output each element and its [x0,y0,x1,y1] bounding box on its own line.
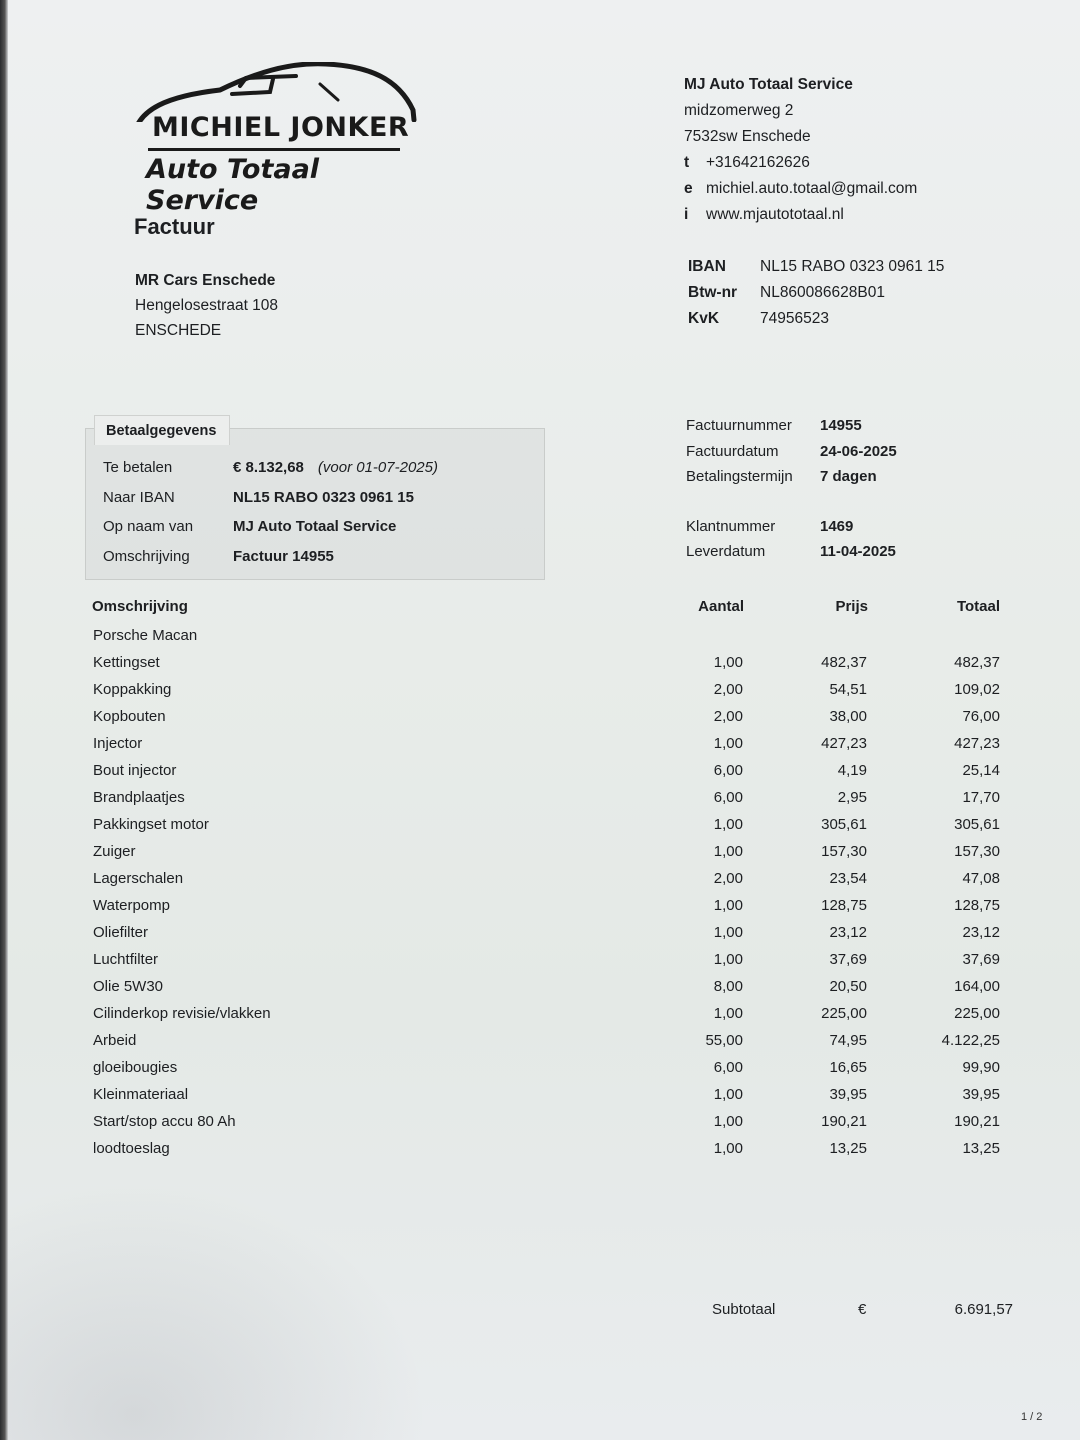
item-total: 25,14 [962,762,1000,779]
item-total: 109,02 [954,681,1000,698]
invoice-number-label: Factuurnummer [686,417,792,434]
item-description: Porsche Macan [93,627,198,644]
company-name: MJ Auto Totaal Service [684,76,853,93]
table-row [93,1027,1013,1054]
table-row [93,865,1013,892]
bank-info [688,254,944,332]
recipient-label: Op naam van [103,518,194,535]
company-postal-city: 7532sw Enschede [684,128,811,145]
table-row [93,892,1013,919]
company-phone-row [684,150,917,176]
item-qty: 1,00 [713,816,743,833]
item-price: 482,37 [821,654,867,671]
item-total: 37,69 [962,951,1000,968]
item-total: 225,00 [954,1005,1000,1022]
item-description: Arbeid [93,1032,137,1049]
item-price: 157,30 [821,843,867,860]
item-description: Start/stop accu 80 Ah [93,1113,236,1130]
recipient-value: MJ Auto Totaal Service [233,518,397,535]
btw-row [688,280,944,306]
item-qty: 1,00 [713,1140,743,1157]
terms-label: Betalingstermijn [686,468,793,485]
iban-value: NL15 RABO 0323 0961 15 [760,258,945,275]
amount-value: € 8.132,68 [233,459,304,476]
pay-description-value: Factuur 14955 [233,547,334,565]
items-table [93,622,1013,1162]
company-web: www.mjautototaal.nl [706,206,844,223]
item-qty: 6,00 [713,762,743,779]
subtotal-value: 6.691,57 [954,1301,1013,1318]
invoice-date-row [686,439,897,465]
payment-amount-row [103,453,438,483]
delivery-date-label: Leverdatum [686,543,766,560]
table-row [93,946,1013,973]
header-qty: Aantal [698,598,744,615]
item-description: Kopbouten [93,708,166,725]
table-row [93,730,1013,757]
item-description: Olie 5W30 [93,978,164,995]
item-description: Kettingset [93,654,160,671]
item-description: Pakkingset motor [93,816,209,833]
subtotal-row [708,1296,1013,1322]
payment-details [103,453,438,571]
item-description: Lagerschalen [93,870,184,887]
table-row [93,676,1013,703]
table-row [93,1108,1013,1135]
table-row [93,622,1013,649]
item-total: 23,12 [962,924,1000,941]
company-info [684,72,917,228]
item-price: 13,25 [829,1140,867,1157]
item-total: 13,25 [962,1140,1000,1157]
payment-recipient-row [103,512,438,542]
item-qty: 1,00 [713,897,743,914]
pay-iban-value: NL15 RABO 0323 0961 15 [233,488,414,506]
iban-label: IBAN [688,258,726,275]
btw-value: NL860086628B01 [760,284,885,301]
page-shadow [8,1180,428,1440]
table-row [93,919,1013,946]
kvk-value: 74956523 [760,310,829,327]
item-description: Cilinderkop revisie/vlakken [93,1005,271,1022]
item-qty: 1,00 [713,843,743,860]
table-row [93,1000,1013,1027]
item-qty: 6,00 [713,1059,743,1076]
item-description: Luchtfilter [93,951,159,968]
item-total: 157,30 [954,843,1000,860]
items-table-header [92,594,1012,620]
payment-heading: Betaalgegevens [94,415,230,445]
web-key: i [684,206,689,223]
item-total: 482,37 [954,654,1000,671]
due-note: (voor 01-07-2025) [317,459,438,476]
company-web-row [684,202,917,228]
item-price: 427,23 [821,735,867,752]
company-email-row [684,176,917,202]
pay-iban-label: Naar IBAN [103,488,175,506]
logo-subtitle: Auto Totaal Service [146,154,320,216]
page-number: 1 / 2 [1021,1411,1043,1423]
subtotal-label: Subtotaal [712,1301,776,1318]
item-qty: 1,00 [713,1086,743,1103]
invoice-number: 14955 [820,417,862,434]
item-price: 23,54 [829,870,867,887]
header-total: Totaal [956,598,1000,615]
delivery-date-row [686,539,897,565]
item-price: 54,51 [829,681,867,698]
item-total: 99,90 [962,1059,1000,1076]
item-total: 4.122,25 [941,1032,1000,1049]
pay-description-label: Omschrijving [103,547,190,565]
item-qty: 1,00 [713,654,743,671]
item-description: Oliefilter [93,924,149,941]
item-description: Brandplaatjes [93,789,185,806]
item-price: 74,95 [829,1032,867,1049]
table-row [93,1135,1013,1162]
table-row [93,757,1013,784]
company-logo [128,62,428,216]
item-qty: 1,00 [713,1005,743,1022]
table-row [93,973,1013,1000]
item-total: 128,75 [954,897,1000,914]
terms-value: 7 dagen [820,468,877,485]
invoice-number-row [686,413,897,439]
customer-name: MR Cars Enschede [135,272,276,289]
delivery-date: 11-04-2025 [820,543,896,560]
invoice-date: 24-06-2025 [820,442,897,460]
item-description: Injector [93,735,143,752]
item-qty: 55,00 [705,1032,743,1049]
item-qty: 8,00 [713,978,743,995]
btw-label: Btw-nr [688,284,738,301]
item-price: 39,95 [829,1086,867,1103]
item-total: 427,23 [954,735,1000,752]
table-row [93,703,1013,730]
item-price: 37,69 [829,951,867,968]
company-street: midzomerweg 2 [684,102,794,119]
kvk-row [688,306,944,332]
customer-city: ENSCHEDE [135,322,222,339]
item-description: Waterpomp [93,897,170,914]
customer-number-label: Klantnummer [686,517,776,535]
item-price: 128,75 [821,897,867,914]
amount-label: Te betalen [103,459,173,476]
item-price: 23,12 [829,924,867,941]
kvk-label: KvK [688,310,720,327]
item-description: Koppakking [93,681,172,698]
payment-description-row [103,542,438,572]
subtotal-currency: € [858,1301,867,1318]
header-price: Prijs [835,598,868,615]
invoice-page [8,0,1080,1440]
email-key: e [684,180,693,197]
item-description: Bout injector [93,762,177,779]
company-email: michiel.auto.totaal@gmail.com [706,180,918,197]
invoice-meta [686,413,897,565]
table-row [93,811,1013,838]
phone-key: t [684,154,690,171]
paper-edge-shadow [0,0,8,1440]
item-qty: 2,00 [713,870,743,887]
item-description: Zuiger [93,843,136,860]
customer-number-row [686,514,897,540]
payment-terms-row [686,464,897,490]
company-phone: +31642162626 [706,154,810,171]
item-description: gloeibougies [93,1059,178,1076]
table-row [93,838,1013,865]
item-price: 190,21 [821,1113,867,1130]
invoice-date-label: Factuurdatum [686,442,779,460]
payment-iban-row [103,483,438,513]
table-row [93,784,1013,811]
customer-number: 1469 [820,517,854,535]
item-qty: 1,00 [713,924,743,941]
item-total: 76,00 [962,708,1000,725]
customer-street: Hengelosestraat 108 [135,297,279,314]
customer-address [135,268,278,343]
header-description: Omschrijving [92,598,188,615]
item-total: 190,21 [954,1113,1000,1130]
item-qty: 1,00 [713,951,743,968]
item-price: 38,00 [829,708,867,725]
item-description: loodtoeslag [93,1140,170,1157]
item-qty: 2,00 [713,681,743,698]
item-price: 2,95 [837,789,867,806]
logo-name: MICHIEL JONKER [152,112,410,143]
item-qty: 1,00 [713,1113,743,1130]
item-price: 305,61 [821,816,867,833]
item-price: 4,19 [837,762,867,779]
item-qty: 1,00 [713,735,743,752]
table-row [93,1054,1013,1081]
item-total: 305,61 [954,816,1000,833]
item-qty: 6,00 [713,789,743,806]
item-price: 16,65 [829,1059,867,1076]
table-row [93,1081,1013,1108]
item-total: 39,95 [962,1086,1000,1103]
item-total: 164,00 [954,978,1000,995]
item-description: Kleinmateriaal [93,1086,189,1103]
item-price: 20,50 [829,978,867,995]
item-qty: 2,00 [713,708,743,725]
item-total: 47,08 [962,870,1000,887]
document-title: Factuur [134,214,215,239]
item-total: 17,70 [962,789,1000,806]
iban-row [688,254,944,280]
table-row [93,649,1013,676]
item-price: 225,00 [821,1005,867,1022]
logo-divider [148,148,400,151]
